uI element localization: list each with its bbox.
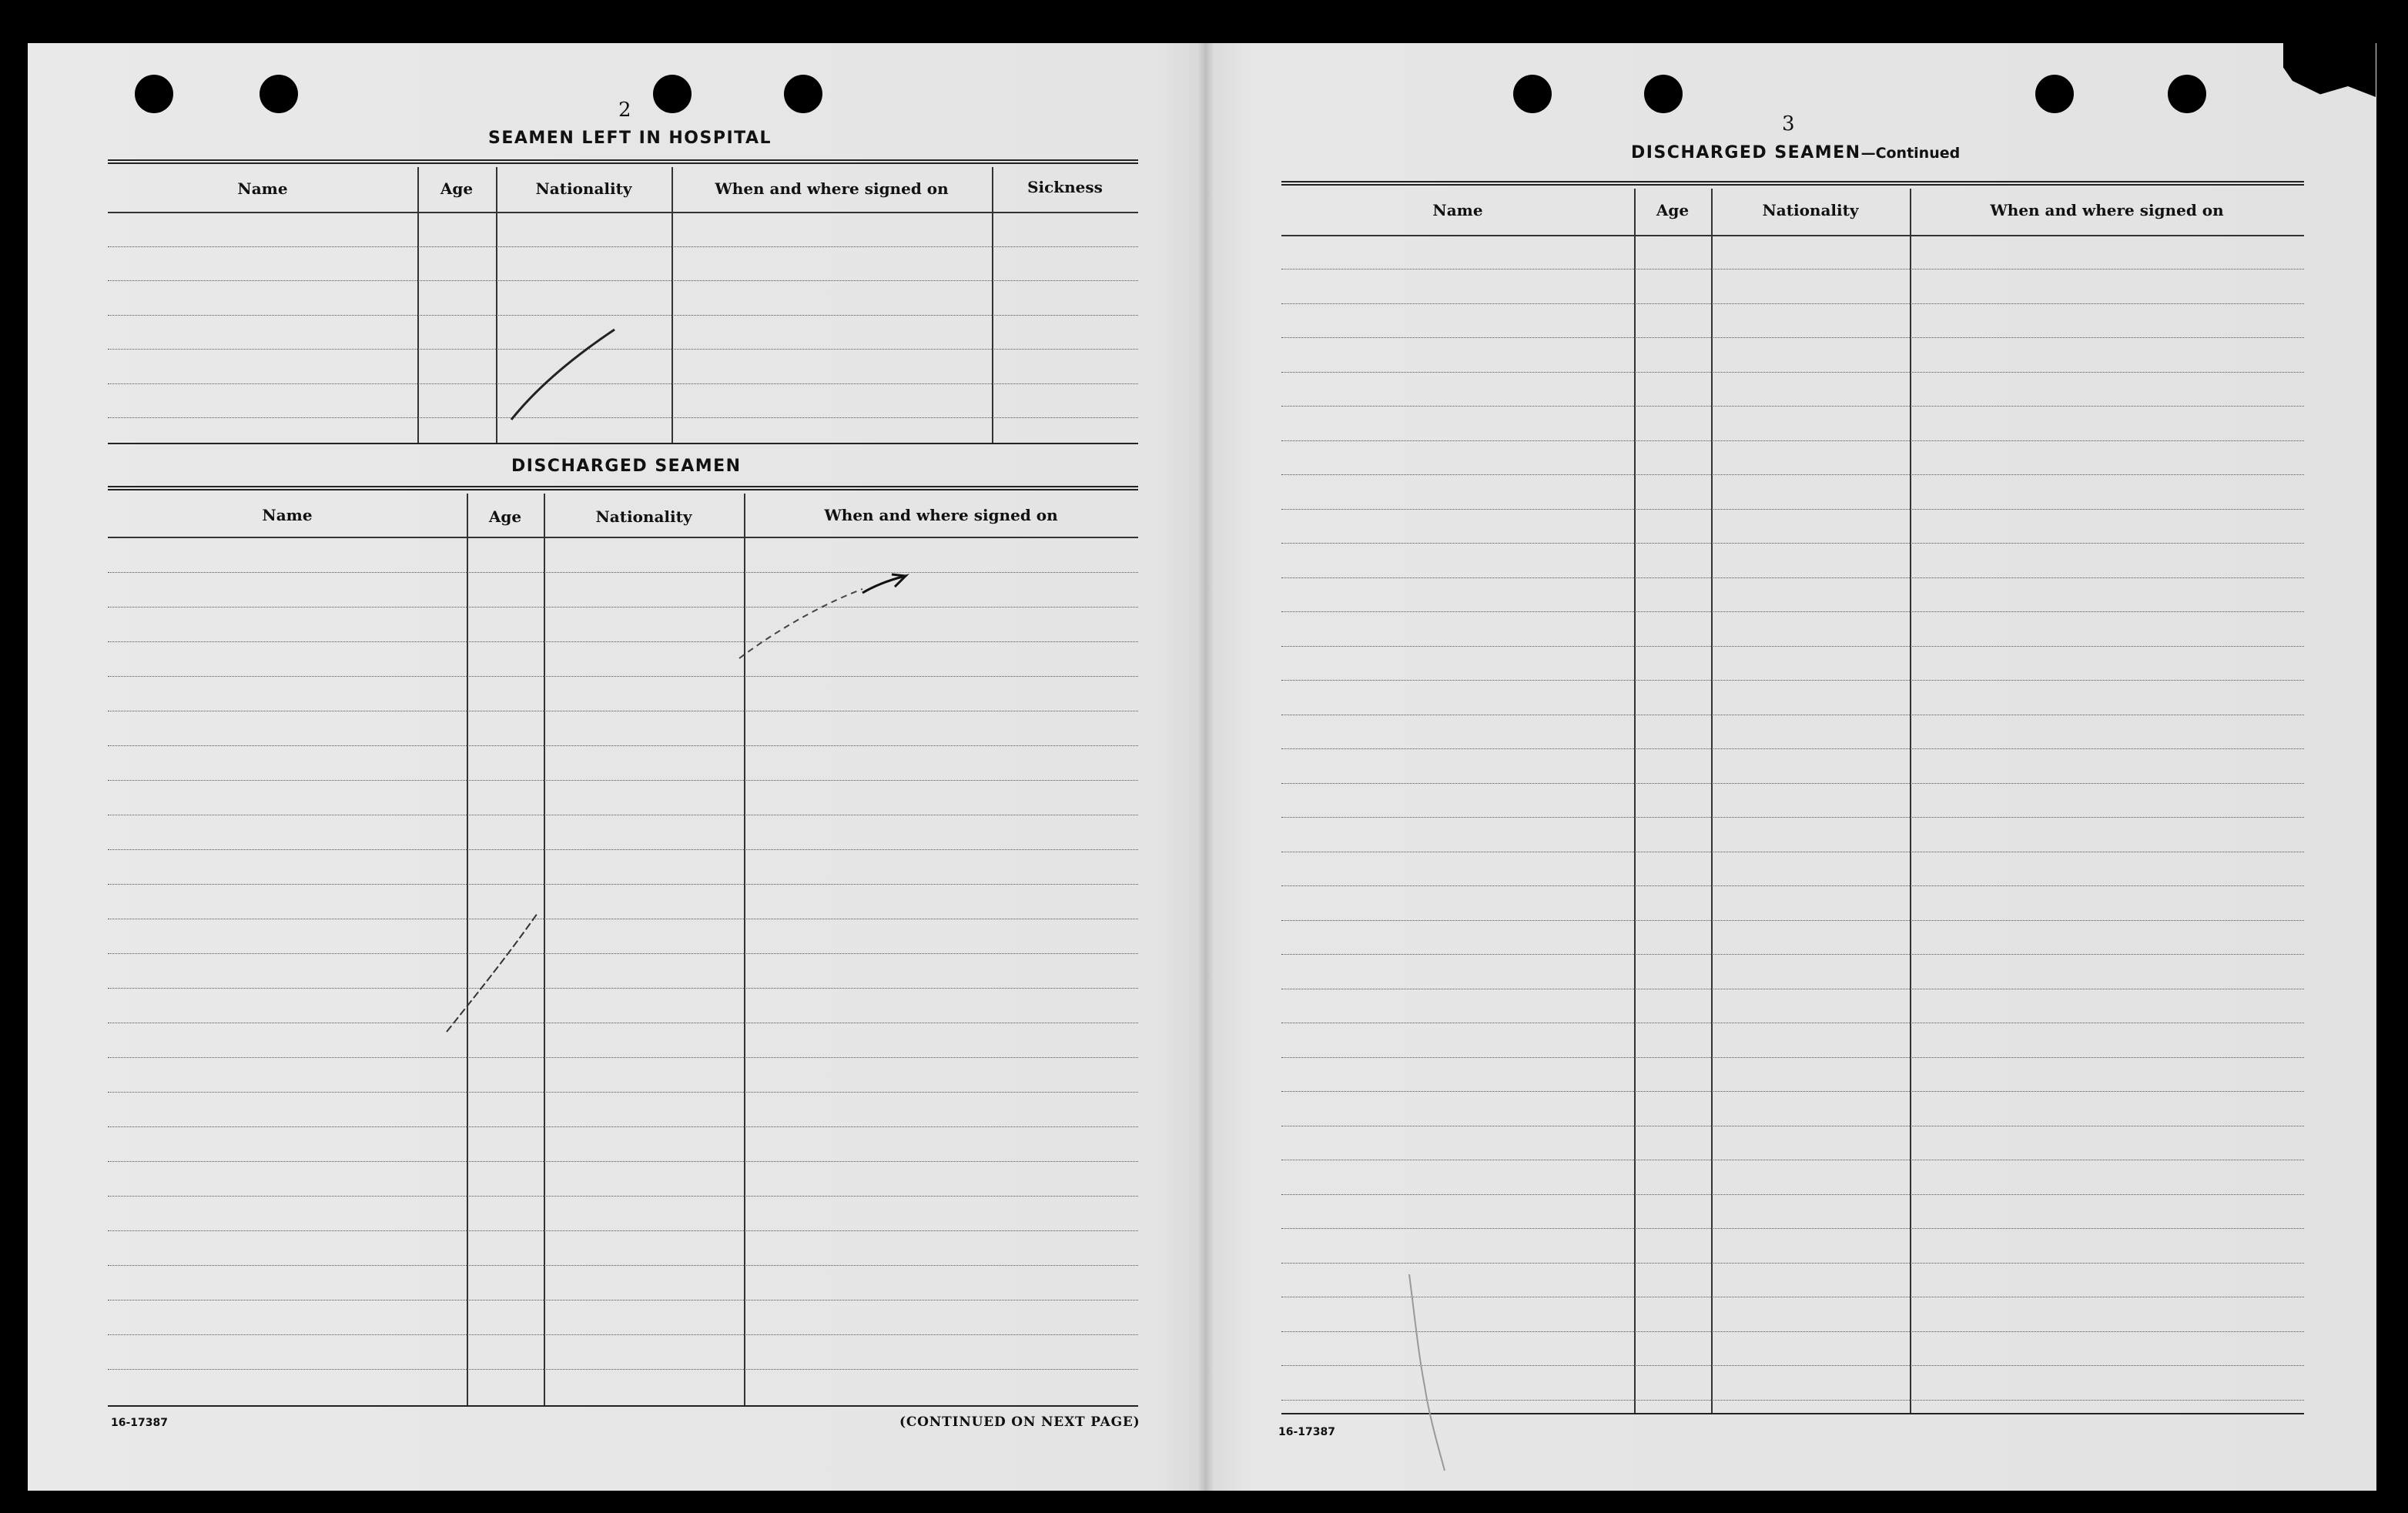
- col-header-name: Name: [262, 506, 313, 524]
- col-header-nationality: Nationality: [595, 507, 692, 526]
- col-header-signed-on: When and where signed on: [1990, 201, 2224, 219]
- paper-crease: [1409, 1274, 1445, 1471]
- col-header-nationality: Nationality: [535, 179, 632, 198]
- form-number-left: 16-17387: [111, 1417, 168, 1429]
- title-main: DISCHARGED SEAMEN: [1631, 143, 1861, 162]
- col-header-signed-on: When and where signed on: [824, 506, 1058, 524]
- page-number-left: 2: [618, 99, 631, 122]
- col-header-name: Name: [1432, 201, 1483, 219]
- title-suffix: —Continued: [1860, 145, 1961, 162]
- discharged-section-title: DISCHARGED SEAMEN: [511, 457, 742, 476]
- hospital-section-title: SEAMEN LEFT IN HOSPITAL: [488, 129, 772, 148]
- col-header-age: Age: [1656, 201, 1690, 219]
- pencil-trail: [739, 589, 862, 658]
- col-header-age: Age: [440, 179, 474, 198]
- form-number-right: 16-17387: [1278, 1426, 1335, 1438]
- col-header-age: Age: [488, 507, 522, 526]
- col-header-nationality: Nationality: [1762, 201, 1859, 219]
- continued-note: (CONTINUED ON NEXT PAGE): [899, 1414, 1140, 1430]
- arrow-mark: [862, 574, 906, 593]
- col-header-name: Name: [237, 179, 288, 198]
- page-number-right: 3: [1782, 112, 1795, 136]
- pencil-slash-discharged: [447, 913, 538, 1032]
- col-header-signed-on: When and where signed on: [715, 179, 949, 198]
- col-header-sickness: Sickness: [1027, 178, 1103, 196]
- pencil-slash-hospital: [511, 330, 615, 420]
